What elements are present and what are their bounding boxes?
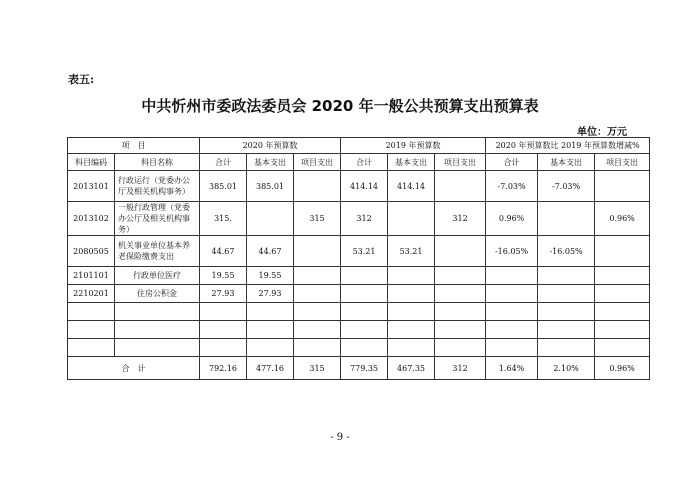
cell-basic-2019 <box>388 202 435 236</box>
table-row <box>68 171 650 202</box>
empty-cell <box>68 321 115 339</box>
cell-basic-change <box>538 285 595 303</box>
cell-code: 2210201 <box>68 285 115 303</box>
cell-basic-change: -7.03% <box>538 171 595 202</box>
table-label: 表五: <box>68 73 95 86</box>
header-project-change: 项目支出 <box>595 154 650 171</box>
total-basic-2020: 477.16 <box>247 357 294 380</box>
cell-project-change <box>595 285 650 303</box>
cell-total-2019: 312 <box>341 202 388 236</box>
cell-basic-change: -16.05% <box>538 236 595 267</box>
header-2020-budget: 2020 年预算数 <box>200 138 341 154</box>
header-basic-change: 基本支出 <box>538 154 595 171</box>
empty-cell <box>68 303 115 321</box>
cell-total-2019: 53.21 <box>341 236 388 267</box>
group-header-row <box>68 138 650 154</box>
total-basic-2019: 467.35 <box>388 357 435 380</box>
empty-cell <box>294 303 341 321</box>
total-basic-change: 2.10% <box>538 357 595 380</box>
cell-basic-change <box>538 267 595 285</box>
table-row <box>68 285 650 303</box>
cell-total-change <box>486 285 538 303</box>
cell-total-change: -16.05% <box>486 236 538 267</box>
empty-cell <box>595 303 650 321</box>
total-2020: 792.16 <box>200 357 247 380</box>
empty-cell <box>538 303 595 321</box>
cell-basic-2020 <box>247 202 294 236</box>
cell-basic-2020: 385.01 <box>247 171 294 202</box>
empty-cell <box>115 321 200 339</box>
cell-total-2020: 27.93 <box>200 285 247 303</box>
empty-cell <box>435 303 486 321</box>
cell-basic-2019: 53.21 <box>388 236 435 267</box>
table-row <box>68 236 650 267</box>
cell-project-change <box>595 267 650 285</box>
cell-total-2020: 19.55 <box>200 267 247 285</box>
cell-total-change: -7.03% <box>486 171 538 202</box>
cell-project-2020 <box>294 285 341 303</box>
cell-project-change <box>595 171 650 202</box>
empty-row <box>68 339 650 357</box>
empty-cell <box>247 303 294 321</box>
empty-cell <box>115 303 200 321</box>
empty-row <box>68 303 650 321</box>
empty-cell <box>388 321 435 339</box>
cell-total-2020: 385.01 <box>200 171 247 202</box>
cell-total-2019: 414.14 <box>341 171 388 202</box>
header-comparison: 2020 年预算数比 2019 年预算数增减% <box>486 138 650 154</box>
empty-cell <box>595 339 650 357</box>
cell-project-2020: 315 <box>294 202 341 236</box>
cell-name: 住房公积金 <box>115 285 200 303</box>
empty-cell <box>341 321 388 339</box>
cell-code: 2080505 <box>68 236 115 267</box>
cell-total-2020: 44.67 <box>200 236 247 267</box>
header-basic-2019: 基本支出 <box>388 154 435 171</box>
cell-total-2019 <box>341 267 388 285</box>
cell-project-2020 <box>294 267 341 285</box>
budget-table <box>67 137 650 380</box>
cell-code: 2013101 <box>68 171 115 202</box>
cell-basic-2019: 414.14 <box>388 171 435 202</box>
empty-cell <box>388 303 435 321</box>
cell-name: 一般行政管理（党委办公厅及相关机构事务） <box>115 202 200 236</box>
header-total-2019: 合计 <box>341 154 388 171</box>
empty-cell <box>200 339 247 357</box>
empty-cell <box>341 339 388 357</box>
cell-basic-2019 <box>388 285 435 303</box>
empty-cell <box>247 321 294 339</box>
page-number: - 9 - <box>330 432 350 443</box>
cell-total-change <box>486 267 538 285</box>
total-label: 合 计 <box>68 357 200 380</box>
header-2019-budget: 2019 年预算数 <box>341 138 486 154</box>
cell-name: 行政运行（党委办公厅及相关机构事务） <box>115 171 200 202</box>
empty-cell <box>247 339 294 357</box>
cell-basic-change <box>538 202 595 236</box>
cell-basic-2020: 44.67 <box>247 236 294 267</box>
total-project-2019: 312 <box>435 357 486 380</box>
cell-project-2019 <box>435 236 486 267</box>
cell-basic-2019 <box>388 267 435 285</box>
cell-code: 2013102 <box>68 202 115 236</box>
header-total-2020: 合计 <box>200 154 247 171</box>
header-basic-2020: 基本支出 <box>247 154 294 171</box>
empty-cell <box>486 339 538 357</box>
empty-row <box>68 321 650 339</box>
document-title: 中共忻州市委政法委员会 2020 年一般公共预算支出预算表 <box>141 97 539 115</box>
empty-cell <box>200 321 247 339</box>
cell-project-2020 <box>294 236 341 267</box>
unit-label: 单位：万元 <box>577 127 627 138</box>
cell-project-2019: 312 <box>435 202 486 236</box>
table-row <box>68 267 650 285</box>
empty-cell <box>538 321 595 339</box>
total-project-2020: 315 <box>294 357 341 380</box>
header-total-change: 合计 <box>486 154 538 171</box>
cell-basic-2020: 27.93 <box>247 285 294 303</box>
cell-name: 机关事业单位基本养老保险缴费支出 <box>115 236 200 267</box>
cell-total-change: 0.96% <box>486 202 538 236</box>
empty-cell <box>486 303 538 321</box>
cell-basic-2020: 19.55 <box>247 267 294 285</box>
header-project-2020: 项目支出 <box>294 154 341 171</box>
empty-cell <box>595 321 650 339</box>
empty-cell <box>294 339 341 357</box>
cell-total-2019 <box>341 285 388 303</box>
cell-project-2019 <box>435 267 486 285</box>
empty-cell <box>294 321 341 339</box>
header-item: 项 目 <box>68 138 200 154</box>
header-code: 科目编码 <box>68 154 115 171</box>
empty-cell <box>341 303 388 321</box>
total-2019: 779.35 <box>341 357 388 380</box>
empty-cell <box>538 339 595 357</box>
cell-project-change <box>595 236 650 267</box>
table-row <box>68 202 650 236</box>
empty-cell <box>435 339 486 357</box>
total-change: 1.64% <box>486 357 538 380</box>
empty-cell <box>486 321 538 339</box>
cell-project-2020 <box>294 171 341 202</box>
cell-project-2019 <box>435 285 486 303</box>
empty-cell <box>388 339 435 357</box>
sub-header-row <box>68 154 650 171</box>
cell-project-change: 0.96% <box>595 202 650 236</box>
cell-project-2019 <box>435 171 486 202</box>
cell-code: 2101101 <box>68 267 115 285</box>
header-name: 科目名称 <box>115 154 200 171</box>
total-row <box>68 357 650 380</box>
cell-name: 行政单位医疗 <box>115 267 200 285</box>
empty-cell <box>200 303 247 321</box>
header-project-2019: 项目支出 <box>435 154 486 171</box>
empty-cell <box>115 339 200 357</box>
empty-cell <box>68 339 115 357</box>
cell-total-2020: 315. <box>200 202 247 236</box>
empty-cell <box>435 321 486 339</box>
total-project-change: 0.96% <box>595 357 650 380</box>
